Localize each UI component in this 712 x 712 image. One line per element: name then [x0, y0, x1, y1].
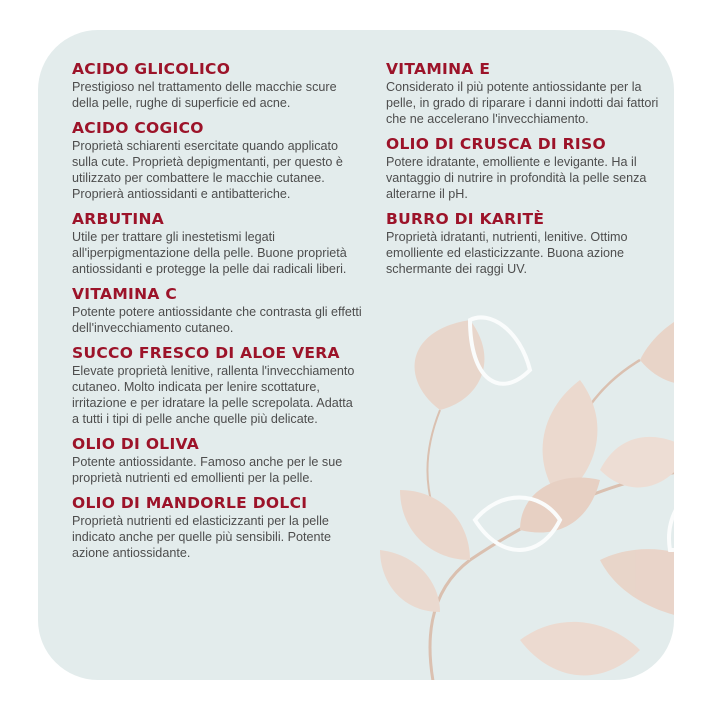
entry-olio-di-oliva: [72, 435, 362, 486]
entry-title: ARBUTINA: [72, 210, 165, 228]
right-column: [386, 60, 666, 285]
left-column: [72, 60, 362, 569]
entry-arbutina: [72, 210, 362, 277]
entry-description: Considerato il più potente antiossidante per la pelle, in grado di riparare i danni indotti dai fattori che ne accelerano l'invecchiamento.: [386, 80, 659, 126]
entry-succo-aloe-vera: [72, 344, 362, 427]
leaf: [415, 320, 485, 410]
leaf: [400, 490, 470, 560]
entry-acido-glicolico: [72, 60, 362, 111]
branch-stem: [430, 470, 674, 680]
entry-description: Potente potere antiossidante che contrasta gli effetti dell'invecchiamento cutaneo.: [72, 305, 362, 335]
content-card: [38, 30, 674, 680]
leaf: [543, 380, 598, 500]
leaf-outline: [475, 498, 560, 551]
entry-description: Utile per trattare gli inestetismi legati all'iperpigmentazione della pelle. Buone proprietà antiossidanti e protegge la pelle dai radicali liberi.: [72, 230, 347, 276]
branch-stem-2: [560, 360, 640, 500]
entry-title: VITAMINA E: [386, 60, 491, 78]
entry-title: SUCCO FRESCO DI ALOE VERA: [72, 344, 340, 362]
entry-title: BURRO DI KARITÈ: [386, 210, 545, 228]
branch-stem-3: [428, 410, 470, 560]
entry-olio-crusca-riso: [386, 135, 666, 202]
leaf-outline: [669, 480, 674, 550]
entry-description: Elevate proprietà lenitive, rallenta l'invecchiamento cutaneo. Molto indicata per lenire scottature, irritazione e per idratare la pelle screpolata. Adatta a tutti i tipi di pelle anche quelle più delicate.: [72, 364, 355, 426]
entry-description: Proprietà idratanti, nutrienti, lenitive. Ottimo emolliente ed elasticizzante. Buona azione schermante dei raggi UV.: [386, 230, 628, 276]
leaf: [520, 622, 640, 676]
leaf: [520, 477, 600, 532]
entry-burro-karite: [386, 210, 666, 277]
entry-olio-mandorle-dolci: [72, 494, 362, 561]
entry-title: VITAMINA C: [72, 285, 178, 303]
leaf-outline: [470, 317, 530, 383]
leaf: [380, 550, 440, 612]
entry-title: ACIDO GLICOLICO: [72, 60, 231, 78]
entry-title: ACIDO COGICO: [72, 119, 204, 137]
leaf: [600, 549, 674, 620]
entry-description: Potente antiossidante. Famoso anche per le sue proprietà nutrienti ed emollienti per la pelle.: [72, 455, 343, 485]
entry-title: OLIO DI OLIVA: [72, 435, 200, 453]
entry-description: Prestigioso nel trattamento delle macchie scure della pelle, rughe di superficie ed acne.: [72, 80, 337, 110]
entry-description: Potere idratante, emolliente e levigante. Ha il vantaggio di nutrire in profondità la pelle senza alterarne il pH.: [386, 155, 647, 201]
leaf: [600, 437, 674, 488]
entry-vitamina-c: [72, 285, 362, 336]
entry-description: Proprietà nutrienti ed elasticizzanti per la pelle indicato anche per quelle più sensibili. Potente azione antiossidante.: [72, 514, 332, 560]
entry-vitamina-e: [386, 60, 666, 127]
entry-description: Proprietà schiarenti esercitate quando applicato sulla cute. Proprietà depigmentanti, per questo è utilizzato per combattere le macchie cutanee. Proprierà antiossidanti e antibatteriche.: [72, 139, 343, 201]
entry-title: OLIO DI CRUSCA DI RISO: [386, 135, 606, 153]
leaf: [640, 300, 674, 385]
entry-acido-cogico: [72, 119, 362, 202]
entry-title: OLIO DI MANDORLE DOLCI: [72, 494, 308, 512]
